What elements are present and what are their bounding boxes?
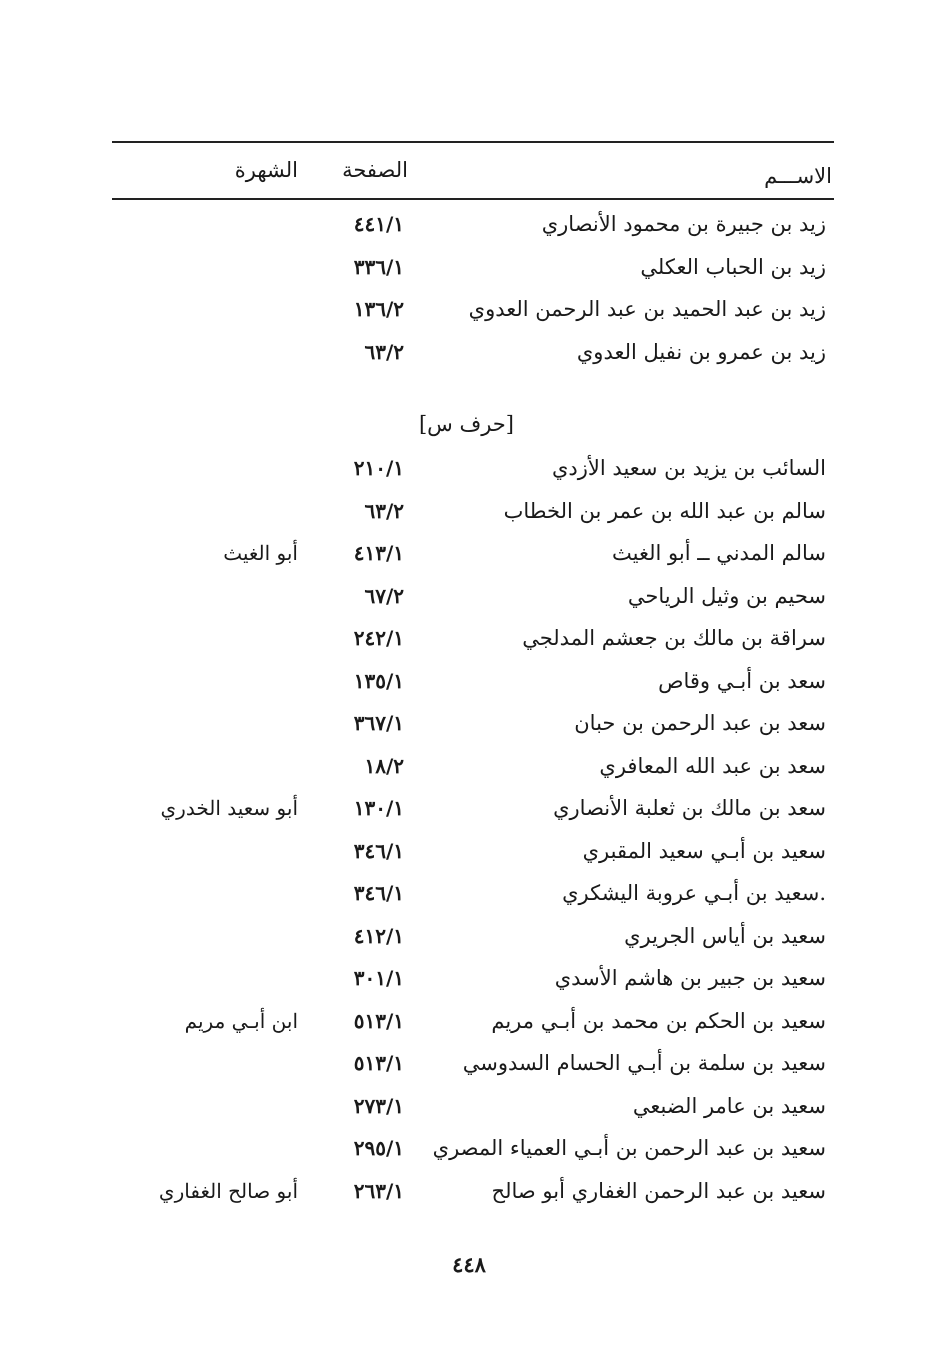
page-reference: ٤٤١/١ xyxy=(353,212,404,236)
page-reference: ٦٧/٢ xyxy=(364,583,404,608)
narrator-name: سراقة بن مالك بن جعشم المدلجي xyxy=(522,626,826,650)
page-reference: ٤١٣/١ xyxy=(353,541,404,565)
page-reference: ٣٦٧/١ xyxy=(353,711,404,735)
page-number: ٤٤٨ xyxy=(452,1252,486,1277)
page-reference: ٥١٣/١ xyxy=(353,1008,404,1033)
table-header xyxy=(112,148,834,192)
narrator-name: سالم بن عبد الله بن عمر بن الخطاب xyxy=(503,498,826,523)
index-table xyxy=(112,203,834,1212)
section-gap xyxy=(112,373,834,405)
page-reference: ٢١٠/١ xyxy=(353,456,404,480)
kunya: أبو سعيد الخدري xyxy=(160,796,298,820)
header-top-rule xyxy=(112,141,834,143)
table-row xyxy=(112,957,834,1000)
narrator-name: سعيد بن عبد الرحمن بن أبـي العمياء المصري xyxy=(432,1136,826,1160)
table-row xyxy=(112,1085,834,1128)
narrator-name: سعيد بن عبد الرحمن الغفاري أبو صالح xyxy=(491,1178,826,1203)
narrator-name: سحيم بن وثيل الرياحي xyxy=(627,583,826,608)
table-row xyxy=(112,447,834,490)
group-zay xyxy=(112,203,834,373)
narrator-name: سعيد بن أياس الجريري xyxy=(624,923,826,948)
section-title: [حرف س] xyxy=(418,412,514,436)
page-reference: ١٣٦/٢ xyxy=(353,297,404,321)
page-reference: ٢٤٢/١ xyxy=(353,626,404,650)
table-row xyxy=(112,1042,834,1085)
table-row xyxy=(112,490,834,533)
narrator-name: سالم المدني ــ أبو الغيث xyxy=(612,541,826,565)
table-row xyxy=(112,1127,834,1170)
table-row xyxy=(112,532,834,575)
narrator-name: زيد بن عبد الحميد بن عبد الرحمن العدوي xyxy=(468,297,826,321)
header-page: الصفحة xyxy=(342,158,408,182)
table-row xyxy=(112,575,834,618)
page-reference: ٣٣٦/١ xyxy=(353,254,404,279)
table-row xyxy=(112,915,834,958)
table-row xyxy=(112,702,834,745)
page-reference: ١٣٠/١ xyxy=(353,796,404,820)
table-row xyxy=(112,830,834,873)
narrator-name: سعد بن مالك بن ثعلبة الأنصاري xyxy=(553,796,826,820)
page-reference: ١٣٥/١ xyxy=(353,668,404,693)
page-reference: ١٨/٢ xyxy=(364,753,404,778)
header-name: الاســـم xyxy=(764,164,832,188)
table-row xyxy=(112,203,834,246)
page-reference: ٢٦٣/١ xyxy=(353,1178,404,1203)
narrator-name: زيد بن جبيرة بن محمود الأنصاري xyxy=(541,212,826,236)
kunya: أبو صالح الغفاري xyxy=(158,1178,298,1203)
table-row xyxy=(112,288,834,331)
header-fame: الشهرة xyxy=(234,158,298,182)
page-reference: ٣٤٦/١ xyxy=(353,881,404,905)
section-heading xyxy=(112,405,834,447)
narrator-name: سعيد بن أبـي سعيد المقبري xyxy=(582,838,826,863)
narrator-name: زيد بن الحباب العكلي xyxy=(640,254,826,279)
table-row xyxy=(112,1000,834,1043)
page-reference: ٥١٣/١ xyxy=(353,1051,404,1075)
header-bottom-rule xyxy=(112,198,834,200)
kunya: أبو الغيث xyxy=(223,541,298,565)
narrator-name: السائب بن يزيد بن سعيد الأزدي xyxy=(552,456,826,480)
kunya: ابن أبـي مريم xyxy=(184,1008,298,1033)
narrator-name: سعيد بن جبير بن هاشم الأسدي xyxy=(554,966,826,990)
narrator-name: سعد بن عبد الرحمن بن حبان xyxy=(574,711,826,735)
page-reference: ٣٤٦/١ xyxy=(353,838,404,863)
table-row xyxy=(112,617,834,660)
page-reference: ٢٩٥/١ xyxy=(353,1136,404,1160)
table-row xyxy=(112,246,834,289)
group-seen xyxy=(112,447,834,1212)
table-row xyxy=(112,745,834,788)
narrator-name: سعد بن عبد الله المعافري xyxy=(599,753,826,778)
narrator-name: سعيد بن سلمة بن أبـي الحسام السدوسي xyxy=(462,1051,826,1075)
narrator-name: سعد بن أبـي وقاص xyxy=(658,668,826,693)
page-reference: ٦٣/٢ xyxy=(364,498,404,523)
table-row xyxy=(112,872,834,915)
table-row xyxy=(112,331,834,374)
page-reference: ٤١٢/١ xyxy=(353,923,404,948)
narrator-name: زيد بن عمرو بن نفيل العدوي xyxy=(576,339,826,364)
page-reference: ٦٣/٢ xyxy=(364,339,404,364)
narrator-name: .سعيد بن أبـي عروبة اليشكري xyxy=(562,881,826,905)
table-row xyxy=(112,660,834,703)
page-reference: ٢٧٣/١ xyxy=(353,1093,404,1118)
page-reference: ٣٠١/١ xyxy=(353,966,404,990)
table-row xyxy=(112,787,834,830)
narrator-name: سعيد بن عامر الضبعي xyxy=(632,1093,826,1118)
table-row xyxy=(112,1170,834,1213)
narrator-name: سعيد بن الحكم بن محمد بن أبـي مريم xyxy=(491,1008,826,1033)
